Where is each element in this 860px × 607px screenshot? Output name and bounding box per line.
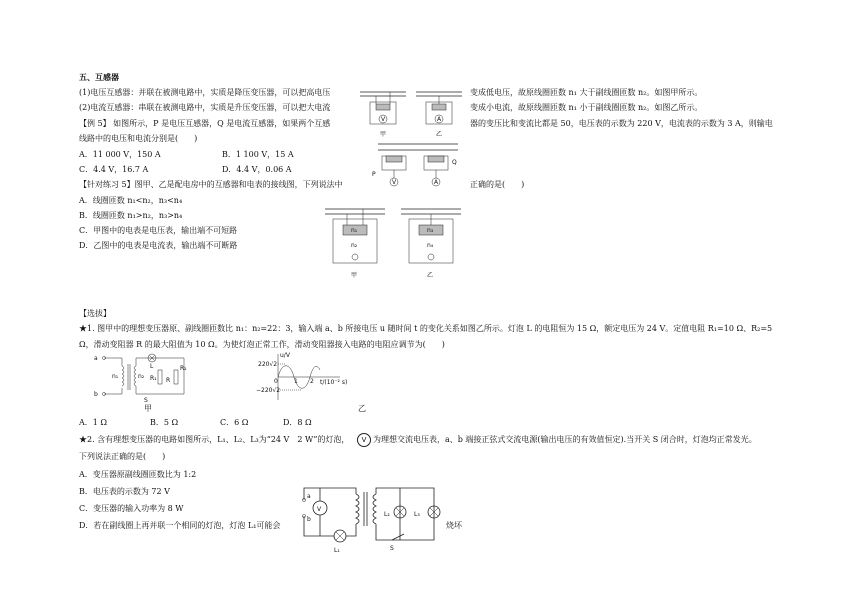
- practice5-option-d: D．乙图中的电表是电流表，输出端不可断路: [79, 241, 238, 250]
- q2-option-d-left: D．若在副线圈上再并联一个相同的灯泡，灯泡 L₁可能会: [79, 521, 281, 530]
- q1-terminal-a: a: [94, 355, 98, 362]
- q1-lamp-l: L: [150, 363, 154, 370]
- fig-a-label-jia: 甲: [380, 131, 387, 138]
- fig-b-label-yi: 乙: [436, 131, 443, 138]
- q1-graph-origin: 0: [274, 378, 278, 385]
- q1-graph-ytop: 220√2: [258, 361, 278, 368]
- section-title: 五、互感器: [79, 72, 119, 82]
- voltage-transformer-text-left: (1)电压互感器：并联在被测电路中，实质是降压变压器，可以把高电压: [79, 88, 331, 97]
- q1-option-a: A．1 Ω: [79, 418, 108, 427]
- example5-option-b: B．1 100 V，15 A: [222, 150, 294, 159]
- xuanba-title: 【选拔】: [79, 309, 111, 318]
- practice5-n3: n₃: [427, 227, 434, 234]
- q1-fig-label-yi: 乙: [358, 404, 366, 413]
- q1-option-b: B．5 Ω: [150, 418, 179, 427]
- fig-b-a-symbol: A: [437, 116, 442, 123]
- fig-p-v-symbol: V: [392, 179, 397, 186]
- q1-r1: R₁: [150, 375, 157, 382]
- q2-lamp-l3: L₃: [414, 511, 420, 518]
- current-transformer-text-right: 变成小电流，故原线圈匝数 n₁ 小于副线圈匝数 n₂。如图乙所示。: [470, 103, 703, 112]
- q2-switch-s: S: [390, 545, 394, 552]
- q1-graph-ylabel: u/V: [280, 352, 290, 359]
- q2-option-a: A．变压器原副线圈匝数比为 1:2: [79, 470, 197, 479]
- q1-graph-xlabel: t/(10⁻² s): [320, 379, 348, 386]
- q1-graph-x2: 2: [310, 378, 314, 385]
- example5-stem-line2: 线路中的电压和电流分别是( ): [79, 134, 198, 143]
- practice5-option-c: C．甲图中的电表是电压表，输出端不可短路: [79, 226, 238, 235]
- q2-stem-left: ★2. 含有理想变压器的电路如图所示，L₁、L₂、L₃为“24 V 2 W”的灯泡，: [79, 435, 350, 444]
- q2-lamp-l1: L₁: [334, 547, 340, 554]
- example5-stem-right: 器的变压比和变流比都是 50，电压表的示数为 220 V，电流表的示数为 3 A，则输电: [470, 119, 773, 128]
- practice5-stem-left: 【针对练习 5】图甲、乙是配电房中的互感器和电表的接线图，下列说法中: [79, 180, 343, 189]
- practice5-option-b: B．线圈匝数 n₁>n₂，n₃>n₄: [79, 211, 183, 220]
- q1-n2: n₂: [138, 373, 145, 380]
- transformer-figure: [358, 86, 468, 196]
- q2-terminal-a: a: [307, 493, 311, 500]
- q2-terminal-b: b: [307, 516, 311, 523]
- practice5-label-yi: 乙: [427, 272, 434, 279]
- q1-stem-line1: ★1. 图甲中的理想变压器原、副线圈匝数比 n₁：n₂=22：3，输入端 a、b 所接电压 u 随时间 t 的变化关系如图乙所示。灯泡 L 的电阻恒为 15 Ω，额定电压为 24 V。定值电阻 R₁=10 Ω、R₂=5: [79, 324, 773, 333]
- q1-fig-label-jia: 甲: [144, 404, 152, 413]
- practice5-n1: n₁: [351, 227, 358, 234]
- practice5-stem-right: 正确的是( ): [470, 180, 525, 189]
- fig-a-v-symbol: V: [381, 116, 386, 123]
- example5-stem-left: 【例 5】 如图所示，P 是电压互感器，Q 是电流互感器，如果两个互感: [79, 119, 331, 128]
- fig-q-a-symbol: A: [434, 179, 439, 186]
- q1-switch-s: S: [144, 397, 148, 404]
- q2-stem-line2: 下列说法正确的是( ): [79, 452, 166, 461]
- q1-stem-line2: Ω，滑动变阻器 R 的最大阻值为 10 Ω。为使灯泡正常工作，滑动变阻器接入电路的电阻应调节为( ): [79, 340, 445, 349]
- q2-circuit-figure: [300, 480, 445, 555]
- q2-voltmeter-v: V: [317, 506, 322, 513]
- q2-option-d-right: 烧坏: [446, 521, 462, 530]
- current-transformer-text-left: (2)电流互感器：串联在被测电路中，实质是升压变压器，可以把大电流: [79, 103, 331, 112]
- q1-r2: R₂: [180, 365, 187, 372]
- q1-voltage-graph: [256, 352, 348, 404]
- q1-n1: n₁: [112, 373, 119, 380]
- example5-option-d: D．4.4 V，0.06 A: [222, 165, 292, 174]
- q1-graph-ybot: −220√2: [256, 387, 281, 394]
- fig-label-p: P: [372, 171, 376, 178]
- q1-option-d: D．8 Ω: [283, 418, 312, 427]
- practice5-option-a: A．线圈匝数 n₁<n₂，n₃<n₄: [79, 196, 183, 205]
- voltmeter-symbol-icon: V: [357, 433, 371, 447]
- practice5-label-jia: 甲: [351, 272, 358, 279]
- practice5-n2: n₂: [351, 242, 358, 249]
- q1-terminal-b: b: [94, 391, 98, 398]
- example5-option-a: A．11 000 V，150 A: [79, 150, 161, 159]
- practice5-figure: [325, 205, 465, 285]
- voltage-transformer-text-right: 变成低电压，故原线圈匝数 n₁ 大于副线圈匝数 n₂。如图甲所示。: [470, 88, 703, 97]
- q1-r: R: [166, 377, 171, 384]
- q2-stem-right: 为理想交流电压表，a、b 端接正弦式交流电源(输出电压的有效值恒定).当开关 S 闭合时，灯泡均正常发光。: [373, 435, 757, 444]
- q2-option-c: C．变压器的输入功率为 8 W: [79, 504, 184, 513]
- q1-graph-x1: 1: [294, 378, 298, 385]
- fig-label-q: Q: [452, 159, 457, 166]
- q2-option-b: B．电压表的示数为 72 V: [79, 487, 170, 496]
- example5-option-c: C．4.4 V，16.7 A: [79, 165, 149, 174]
- q2-lamp-l2: L₂: [384, 511, 390, 518]
- q1-option-c: C．6 Ω: [220, 418, 249, 427]
- practice5-n4: n₄: [427, 242, 434, 249]
